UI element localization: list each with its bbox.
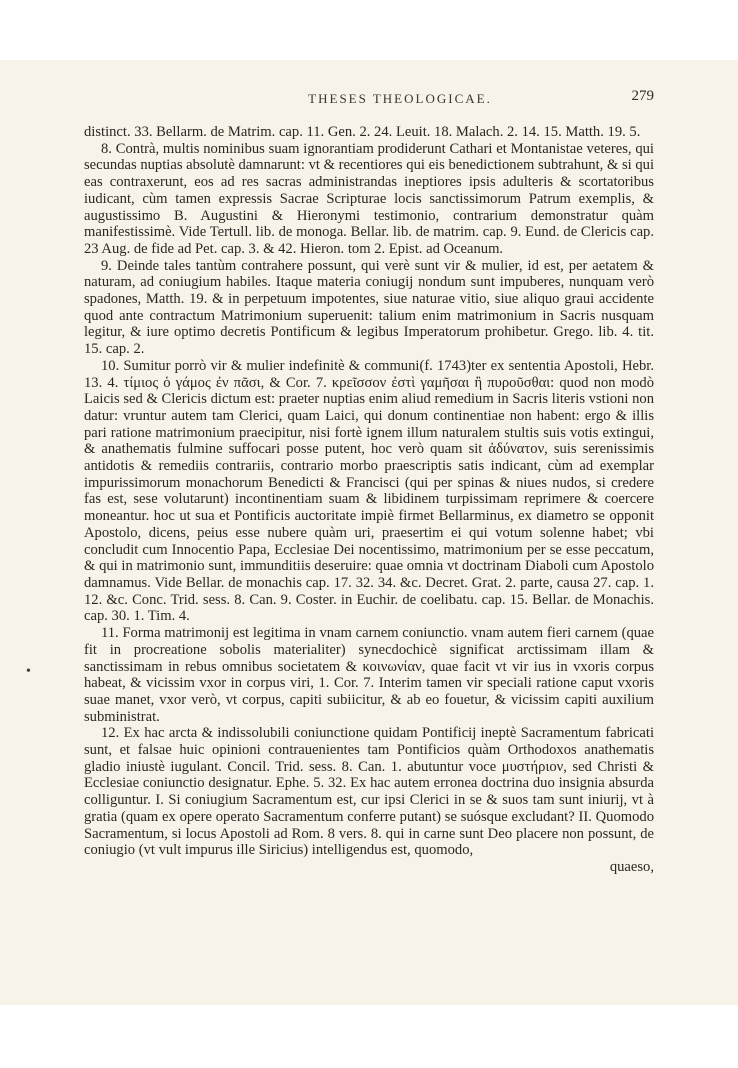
catchword: quaeso,: [609, 858, 654, 875]
paragraph-8: 8. Contrà, multis nominibus suam ignorantiam prodiderunt Cathari et Montanistae veteres, qui secundas nuptias absolutè damnarunt: vt & recentiores qui eis benedictionem subtrahunt, & si qui eas contraxerunt, eos ad res sacras administrandas ineptiores ipsis adulteris & scortatoribus iudicant, cùm tamen expressis Sacrae Scripturae locis sanctissimorum Patrum exemplis, & augustissimo B. Augustini & Hieronymi testimonio, contrarium demonstratur quàm manifestissimè. Vide Tertull. lib. de monoga. Bellar. lib. de matrim. cap. 9. Eund. de Clericis cap. 23 Aug. de fide ad Pet. cap. 3. & 42. Hieron. tom 2. Epist. ad Oceanum.: [84, 140, 654, 257]
paragraph-10: 10. Sumitur porrò vir & mulier indefinitè & communi(f. 1743)ter ex sententia Apostoli, Hebr. 13. 4. τίμιος ὁ γάμος ἐν πᾶσι, & Cor. 7. κρεῖσσον ἐστὶ γαμῆσαι ἢ πυροῦσθαι: quod non modò Laicis sed & Clericis dictum est: praeter nuptias enim aliud remedium in Sacris literis vstioni non datur: vruntur autem tam Clerici, quam Laici, qui donum continentiae non habent: ergo & illis pari ratione matrimonium praecipitur, nisi fortè ignem illum naturalem stultis suis votis extingui, & anathematis fulmine suffocari posse putent, hoc verò quam sit ἀδύνατον, suis serenissimis antidotis & remediis contrariis, contrario morbo praescriptis satis indicant, cùm ad exemplar impurissimorum monachorum Benedicti & Francisci (qui per spinas & niues nudos, si credere fas est, sese volutarunt) incontinentiam suam & libidinem turpissimam reprimere & coercere moneantur. hoc ut sua et Pontificis auctoritate impiè firmet Bellarminus, ex diametro se opponit Apostolo, dicens, peius esse nubere quàm uri, praesertim ei qui votum solenne habet; vbi concludit cum Innocentio Papa, Ecclesiae Dei nocentissimo, matrimonium per se esse peccatum, & qui in matrimonio sunt, immunditiis deseruire: quae omnia vt doctrinam Diaboli cum Apostolo damnamus. Vide Bellar. de monachis cap. 17. 32. 34. &c. Decret. Grat. 2. parte, causa 27. cap. 1. 12. &c. Conc. Trid. sess. 8. Can. 9. Coster. in Euchir. de coelibatu. cap. 15. Bellar. de Monachis. cap. 30. 1. Tim. 4.: [84, 357, 654, 625]
body-text: [84, 124, 654, 876]
paragraph-12: 12. Ex hac arcta & indissolubili coniunctione quidam Pontificij ineptè Sacramentum fabricati sunt, et falsae huic opinioni contrauenientes tam Pontificios quàm Orthodoxos anathematis gladio iniustè iugulant. Concil. Trid. sess. 8. Can. 1. abutuntur voce μυστήριον, sed Christi & Ecclesiae coniunctio designatur. Ephe. 5. 32. Ex hac autem erronea doctrina duo insignia absurda colliguntur. I. Si coniugium Sacramentum est, cur ipsi Clerici in se & suos tam sunt iniurij, vt à gratia (quam ex opere operato Sacramentum conferre putant) se suósque excludant? II. Quomodo Sacramentum, si locus Apostoli ad Rom. 8 vers. 8. qui in carne sunt Deo placere non possunt, de coniugio (vt vult impurus ille Siricius) intelligendus est, quomodo,: [84, 725, 654, 859]
paragraph-11: 11. Forma matrimonij est legitima in vnam carnem coniunctio. vnam autem fieri carnem (quae fit in procreatione sobolis materialiter) synecdochicè significat arctissimam illam & sanctissimam in rebus omnibus societatem & κοινωνίαν, quae facit vt vir ius in vxoris corpus habeat, & vicissim vxor in corpus viri, 1. Cor. 7. Interim tamen vir speciali ratione caput vxoris suae manet, vxor verò, vt corpus, capiti subiicitur, & ab eo fouetur, & vicissim capiti auxilium subministrat.: [84, 625, 654, 725]
running-head: THESES THEOLOGICAE.: [308, 91, 492, 106]
paragraph-continuation: distinct. 33. Bellarm. de Matrim. cap. 11. Gen. 2. 24. Leuit. 18. Malach. 2. 14. 15. Matth. 19. 5.: [84, 124, 641, 140]
page-number: 279: [631, 88, 654, 104]
paragraph-9: 9. Deinde tales tantùm contrahere possunt, qui verè sunt vir & mulier, id est, per aetatem & naturam, ad coniugium habiles. Itaque materia coniugij nondum sunt impuberes, nunquam verò spadones, Matth. 19. & in perpetuum impotentes, siue naturae vitio, siue aliquo graui accidente quod ante contractum Matrimonium superuenit: talium enim matrimonium in Sacris nusquam legitur, & iure optimo decretis Pontificum & legibus Imperatorum prohibetur. Grego. lib. 4. tit. 15. cap. 2.: [84, 257, 654, 358]
margin-mark: •: [26, 664, 31, 679]
